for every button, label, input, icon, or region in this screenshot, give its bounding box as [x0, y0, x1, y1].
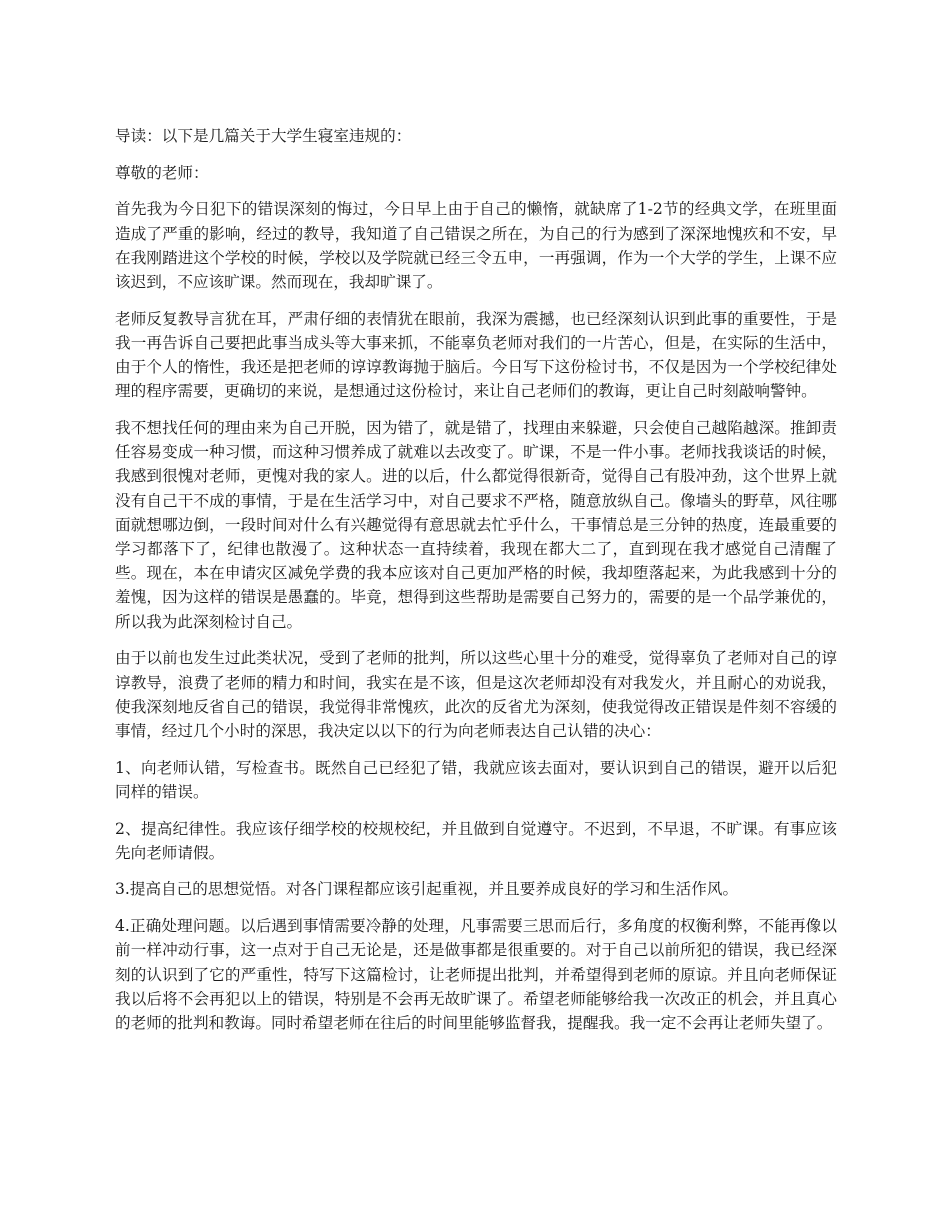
- body-paragraph-4: 由于以前也发生过此类状况，受到了老师的批判，所以这些心里十分的难受，觉得辜负了老师对自己的谆谆教导，浪费了老师的精力和时间，我实在是不该，但是这次老师却没有对我发火，并且耐心的劝说我，使我深刻地反省自己的错误，我觉得非常愧疚，此次的反省尤为深刻，使我觉得改正错误是件刻不容缓的事情，经过几个小时的深思，我决定以以下的行为向老师表达自己认错的决心：: [115, 649, 837, 740]
- body-paragraph-1: 首先我为今日犯下的错误深刻的悔过，今日早上由于自己的懒惰，就缺席了1-2节的经典文学，在班里面造成了严重的影响，经过的教导，我知道了自己错误之所在，为自己的行为感到了深深地愧疚和不安，早在我刚踏进这个学校的时候，学校以及学院就已经三令五申，一再强调，作为一个大学的学生，上课不应该迟到，不应该旷课。然而现在，我却旷课了。: [115, 200, 837, 292]
- body-paragraph-3: 我不想找任何的理由来为自己开脱，因为错了，就是错了，找理由来躲避，只会使自己越陷越深。推卸责任容易变成一种习惯，而这种习惯养成了就难以去改变了。旷课，不是一件小事。老师找我谈话的时候，我感到很愧对老师，更愧对我的家人。进的以后，什么都觉得很新奇，觉得自己有股冲劲，这个世界上就没有自己干不成的事情，于是在生活学习中，对自己要求不严格，随意放纵自己。像墙头的野草，风往哪面就想哪边倒，一段时间对什么有兴趣觉得有意思就去忙乎什么，干事情总是三分钟的热度，连最重要的学习都落下了，纪律也散漫了。这种状态一直持续着，我现在都大二了，直到现在我才感觉自己清醒了些。现在，本在申请灾区减免学费的我本应该对自己更加严格的时候，我却堕落起来，为此我感到十分的羞愧，因为这样的错误是愚蠢的。毕竟，想得到这些帮助是需要自己努力的，需要的是一个品学兼优的，所以我为此深刻检讨自己。: [115, 419, 837, 631]
- salutation: 尊敬的老师：: [115, 163, 209, 182]
- intro-paragraph: 导读：以下是几篇关于大学生寝室违规的：: [115, 127, 412, 145]
- resolution-item-1: 1、向老师认错，写检查书。既然自己已经犯了错，我就应该去面对，要认识到自己的错误，避开以后犯同样的错误。: [115, 758, 837, 801]
- resolution-item-3: 3.提高自己的思想觉悟。对各门课程都应该引起重视，并且要养成良好的学习和生活作风。: [115, 880, 739, 899]
- body-paragraph-2: 老师反复教导言犹在耳，严肃仔细的表情犹在眼前，我深为震撼，也已经深刻认识到此事的重要性，于是我一再告诉自己要把此事当成头等大事来抓，不能辜负老师对我们的一片苦心，但是，在实际的生活中，由于个人的惰性，我还是把老师的谆谆教诲抛于脑后。今日写下这份检讨书，不仅是因为一个学校纪律处理的程序需要，更确切的来说，是想通过这份检讨，来让自己老师们的教诲，更让自己时刻敲响警钟。: [115, 309, 837, 401]
- document-body: [115, 124, 837, 1048]
- resolution-item-2: 2、提高纪律性。我应该仔细学校的校规校纪，并且做到自觉遵守。不迟到，不早退，不旷课。有事应该先向老师请假。: [115, 819, 837, 862]
- resolution-item-4: 4.正确处理问题。以后遇到事情需要冷静的处理，凡事需要三思而后行，多角度的权衡利弊，不能再像以前一样冲动行事，这一点对于自己无论是，还是做事都是很重要的。对于自己以前所犯的错误，我已经深刻的认识到了它的严重性，特写下这篇检讨，让老师提出批判，并希望得到老师的原谅。并且向老师保证我以后将不会再犯以上的错误，特别是不会再无故旷课了。希望老师能够给我一次改正的机会，并且真心的老师的批判和教诲。同时希望老师在往后的时间里能够监督我，提醒我。我一定不会再让老师失望了。: [115, 917, 837, 1032]
